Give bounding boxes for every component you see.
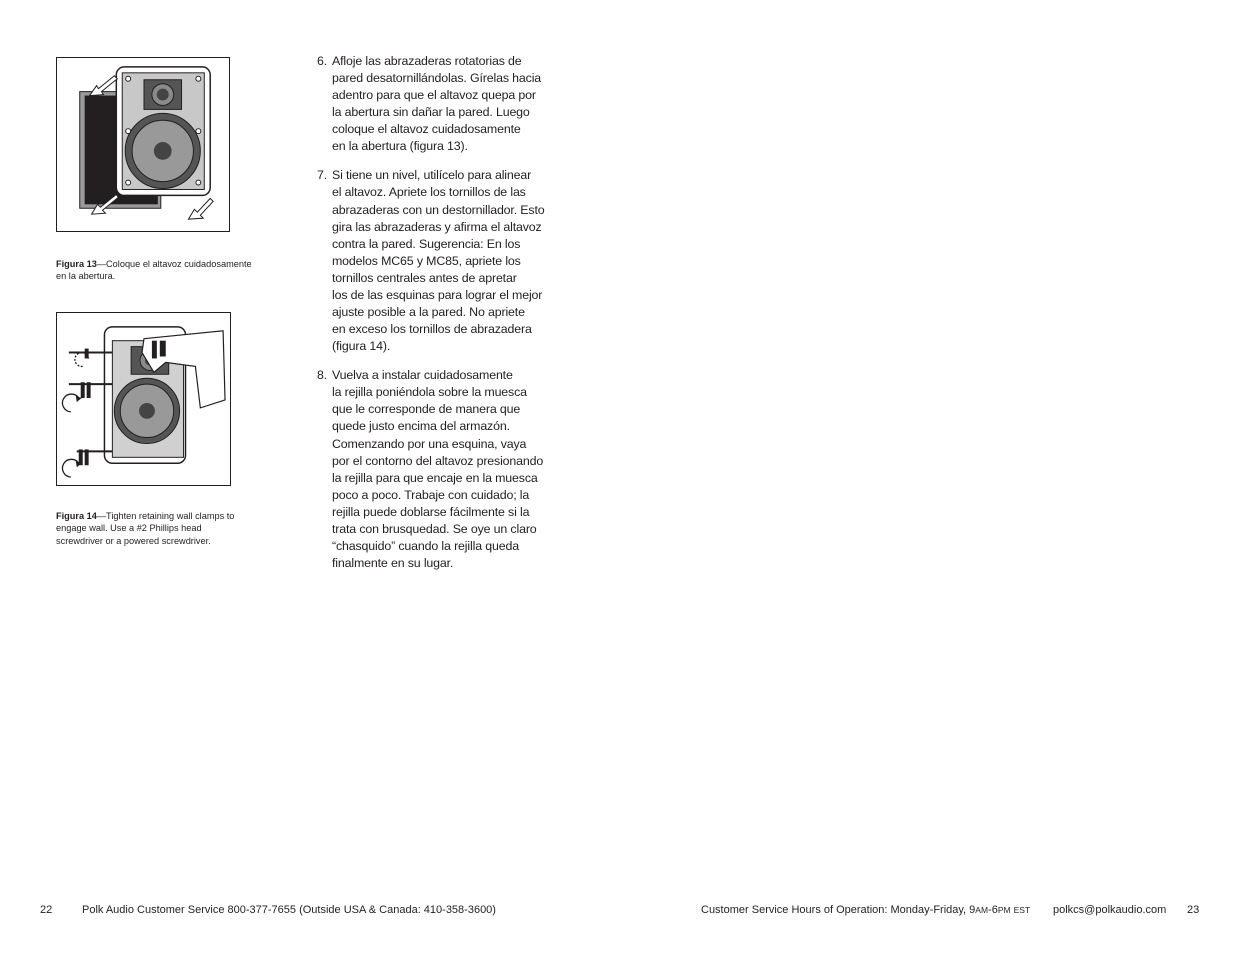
- figure-14-caption-text: —Tighten retaining wall clamps to engage wall. Use a #2 Phillips head screwdriver or a powered screwdriver.: [56, 511, 235, 546]
- step-number: 7.: [317, 168, 328, 183]
- step-number: 6.: [317, 54, 328, 68]
- figure-14-illustration: [56, 312, 231, 486]
- figure-13-label: Figura 13: [56, 259, 97, 269]
- step-8: [317, 367, 557, 572]
- step-6: [317, 53, 557, 156]
- step-number: 8.: [317, 368, 328, 383]
- customer-service-phone: Polk Audio Customer Service 800-377-7655 (Outside USA & Canada: 410-358-3600): [82, 904, 496, 916]
- left-page-number: 22: [40, 904, 53, 916]
- instruction-steps: [317, 53, 557, 584]
- hours-est: EST: [1013, 905, 1031, 915]
- customer-service-email: polkcs@polkaudio.com: [1053, 904, 1167, 916]
- hours-dash: -6: [988, 904, 998, 916]
- customer-service-hours: [701, 903, 1030, 917]
- figure-13-caption-text: —Coloque el altavoz cuidadosamente en la abertura.: [56, 259, 252, 282]
- hours-prefix: Customer Service Hours of Operation: Monday-Friday, 9: [701, 904, 976, 916]
- speaker-insertion-illustration-icon: [57, 58, 229, 231]
- step-text: Vuelva a instalar cuidadosamente la rejilla poniéndola sobre la muesca que le corresponde de manera que quede justo encima del armazón. Comenzando por una esquina, vaya por el contorno del altavoz presionando la rejilla para que encaje en la muesca poco a poco. Trabaje con cuidado; la rejilla puede doblarse fácilmente si la trata con brusquedad. Se oye un claro “chasquido” cuando la rejilla queda finalmente en su lugar.: [332, 368, 544, 571]
- figure-13-caption: [56, 258, 256, 283]
- speaker-clamp-tightening-illustration-icon: [57, 313, 230, 485]
- hours-am: AM: [975, 905, 989, 915]
- step-text: Afloje las abrazaderas rotatorias de pared desatornillándolas. Gírelas hacia adentro para que el altavoz quepa por la abertura sin dañar la pared. Luego coloque el altavoz cuidadosamente en la abertura (figura 13).: [332, 54, 542, 154]
- hours-pm: PM: [997, 905, 1011, 915]
- step-7: [317, 167, 557, 355]
- figure-14-label: Figura 14: [56, 511, 97, 521]
- figure-14-caption: [56, 510, 241, 547]
- right-page-number: 23: [1187, 904, 1200, 916]
- figure-13-illustration: [56, 57, 230, 232]
- step-text: Si tiene un nivel, utilícelo para alinear el altavoz. Apriete los tornillos de las abrazaderas con un destornillador. Esto gira las abrazaderas y afirma el altavoz contra la pared. Sugerencia: En los modelos MC65 y MC85, apriete los tornillos centrales antes de apretar los de las esquinas para lograr el mejor ajuste posible a la pared. No apriete en exceso los tornillos de abrazadera (figura 14).: [332, 168, 545, 354]
